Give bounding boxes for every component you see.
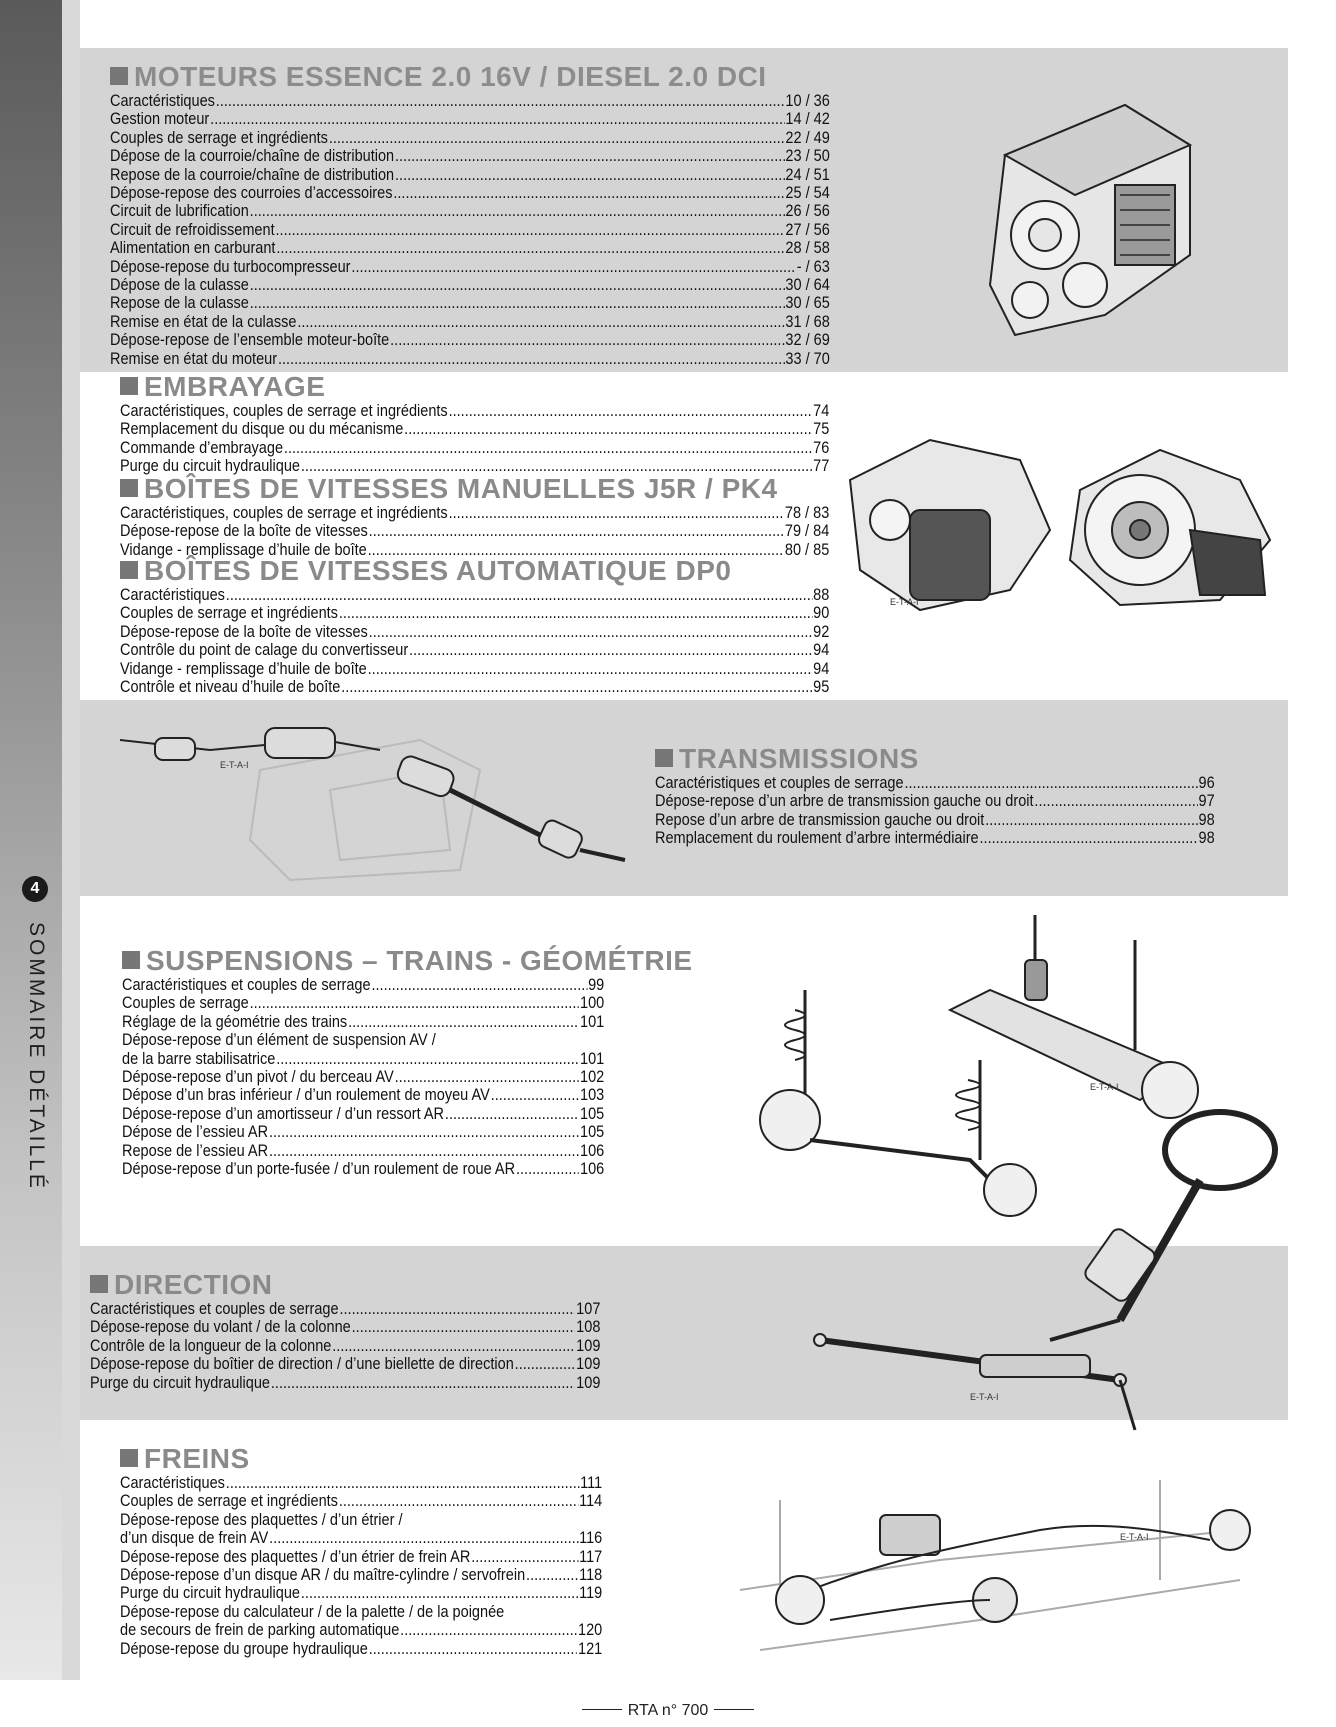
toc-entry-page: 120: [578, 1621, 603, 1640]
toc-entry-page: 99: [588, 976, 605, 994]
toc-entry-label: Caractéristiques: [120, 1474, 225, 1492]
toc-entry: [122, 1068, 604, 1086]
toc-leader-dots: [297, 313, 784, 331]
toc-entry-label: Dépose-repose de l’ensemble moteur-boîte: [110, 331, 390, 350]
bullet-square-icon: [110, 67, 128, 85]
toc-leader-dots: [226, 586, 812, 604]
toc-entry-label: Dépose-repose d’un amortisseur / d’un ressort AR: [122, 1104, 445, 1123]
toc-entry: [110, 92, 830, 110]
toc-entry: [120, 1548, 602, 1566]
toc-entry-label: de secours de frein de parking automatique: [120, 1621, 400, 1640]
toc-entry-page: 105: [580, 1104, 605, 1123]
steering-illustration: [800, 1100, 1280, 1480]
bullet-square-icon: [120, 561, 138, 579]
toc-leader-dots: [400, 1621, 577, 1639]
toc-entry: [120, 678, 829, 696]
toc-entry: [90, 1300, 600, 1318]
toc-leader-dots: [332, 1337, 575, 1355]
toc-entry: [120, 660, 829, 678]
section-title: BOÎTES DE VITESSES AUTOMATIQUE DP0: [120, 556, 830, 586]
toc-entry: [122, 1123, 604, 1141]
toc-entry: [122, 1050, 604, 1068]
toc-entry: [120, 1621, 602, 1639]
toc-list-direction: [90, 1300, 670, 1392]
toc-leader-dots: [395, 147, 785, 165]
toc-entry-label: Remplacement du disque ou du mécanisme: [120, 420, 404, 439]
toc-entry: [120, 1603, 602, 1621]
toc-leader-dots: [210, 110, 784, 128]
section-title: FREINS: [120, 1444, 700, 1474]
etai-mark-driveshaft: E-T-A-I: [220, 760, 249, 770]
toc-leader-dots: [449, 504, 784, 522]
toc-entry-page: 108: [576, 1318, 601, 1337]
toc-entry-label: Repose de la culasse: [110, 294, 249, 313]
toc-entry-label: Dépose-repose d’un disque AR / du maître-cylindre / servofrein: [120, 1566, 526, 1585]
toc-leader-dots: [250, 294, 785, 312]
toc-entry-page: 28 / 58: [785, 239, 830, 258]
toc-entry-page: 10 / 36: [785, 92, 830, 110]
toc-list-moteurs: [110, 92, 928, 368]
toc-leader-dots: [250, 994, 580, 1012]
toc-entry: [110, 184, 830, 202]
footer: [0, 1702, 1336, 1720]
toc-entry-label: Repose de la courroie/chaîne de distribution: [110, 165, 395, 184]
toc-entry-page: 80 / 85: [784, 540, 830, 559]
toc-entry-label: Dépose de la courroie/chaîne de distribution: [110, 147, 395, 166]
toc-entry-label: Dépose-repose du calculateur / de la palette / de la poignée: [120, 1602, 505, 1621]
toc-list-bv-manuelles: [120, 504, 926, 559]
toc-entry: [110, 166, 830, 184]
toc-entry-page: 78 / 83: [784, 504, 830, 522]
toc-entry-page: 75: [813, 420, 830, 439]
toc-entry-page: 77: [813, 457, 830, 476]
driveshaft-illustration: [120, 710, 640, 890]
toc-entry: [122, 1142, 604, 1160]
toc-leader-dots: [471, 1548, 578, 1566]
toc-entry-page: 30 / 65: [785, 294, 830, 313]
toc-entry: [120, 1566, 602, 1584]
toc-leader-dots: [1034, 792, 1197, 810]
toc-entry: [655, 829, 1215, 847]
section-title: TRANSMISSIONS: [655, 744, 1215, 774]
toc-entry-label: Dépose-repose d’un porte-fusée / d’un roulement de roue AR: [122, 1160, 516, 1179]
toc-entry-page: 96: [1198, 774, 1215, 792]
toc-entry: [90, 1374, 600, 1392]
toc-entry-label: Couples de serrage et ingrédients: [110, 128, 328, 147]
section-freins: [120, 1444, 700, 1658]
toc-entry-label: Caractéristiques: [120, 586, 225, 604]
toc-entry-label: Caractéristiques: [110, 92, 215, 110]
toc-leader-dots: [226, 1474, 579, 1492]
toc-entry-page: 106: [580, 1141, 605, 1160]
toc-leader-dots: [269, 1123, 579, 1141]
toc-entry-label: Repose d’un arbre de transmission gauche ou droit: [655, 810, 985, 829]
toc-entry-label: Dépose de la culasse: [110, 276, 249, 295]
toc-entry-label: Purge du circuit hydraulique: [120, 1584, 301, 1603]
sidebar-gradient: [0, 0, 62, 1680]
toc-leader-dots: [393, 184, 784, 202]
toc-leader-dots: [368, 660, 813, 678]
toc-entry: [110, 129, 830, 147]
toc-entry: [120, 1529, 602, 1547]
footer-rule-left: [582, 1709, 622, 1710]
toc-leader-dots: [301, 1584, 578, 1602]
section-title: EMBRAYAGE: [120, 372, 830, 402]
toc-entry: [120, 420, 829, 438]
toc-leader-dots: [352, 1318, 576, 1336]
toc-entry: [655, 811, 1215, 829]
toc-leader-dots: [271, 1374, 575, 1392]
toc-leader-dots: [284, 439, 812, 457]
toc-list-transmissions: [655, 774, 1291, 848]
section-embrayage: [120, 372, 830, 476]
toc-entry-page: 107: [576, 1300, 601, 1318]
toc-entry-page: - / 63: [796, 257, 830, 276]
toc-leader-dots: [369, 1640, 577, 1658]
toc-entry-label: Contrôle et niveau d’huile de boîte: [120, 678, 341, 697]
engine-illustration: [975, 85, 1215, 365]
toc-entry: [110, 202, 830, 220]
toc-entry-page: 30 / 64: [785, 276, 830, 295]
toc-leader-dots: [276, 221, 785, 239]
bullet-square-icon: [120, 377, 138, 395]
toc-entry: [120, 522, 829, 540]
section-title: DIRECTION: [90, 1270, 710, 1300]
toc-entry-page: 31 / 68: [785, 312, 830, 331]
toc-entry-label: Dépose d’un bras inférieur / d’un roulement de moyeu AV: [122, 1086, 490, 1105]
toc-entry-label: Circuit de lubrification: [110, 202, 249, 221]
toc-leader-dots: [980, 829, 1198, 847]
toc-leader-dots: [369, 522, 784, 540]
toc-entry: [120, 1640, 602, 1658]
toc-entry-label: Dépose-repose de la boîte de vitesses: [120, 622, 368, 641]
toc-entry-label: d’un disque de frein AV: [120, 1529, 269, 1548]
footer-text: RTA n° 700: [627, 1702, 709, 1719]
toc-leader-dots: [216, 92, 785, 110]
toc-entry-label: Vidange - remplissage d’huile de boîte: [120, 659, 367, 678]
brakes-illustration: [740, 1470, 1260, 1670]
footer-rule-right: [714, 1709, 754, 1710]
toc-entry-label: Contrôle de la longueur de la colonne: [90, 1336, 332, 1355]
toc-entry-page: 102: [580, 1068, 605, 1087]
toc-entry: [120, 439, 829, 457]
toc-entry-page: 22 / 49: [785, 128, 830, 147]
section-bv-manuelles: [120, 474, 830, 559]
toc-entry-page: 74: [813, 402, 830, 420]
toc-leader-dots: [339, 1300, 575, 1318]
toc-entry: [122, 1086, 604, 1104]
toc-entry-page: 92: [813, 622, 830, 641]
toc-entry-page: 109: [576, 1373, 601, 1392]
toc-entry: [120, 504, 829, 522]
toc-entry-label: Purge du circuit hydraulique: [90, 1373, 271, 1392]
toc-entry-label: Vidange - remplissage d’huile de boîte: [120, 540, 367, 559]
toc-leader-dots: [276, 239, 784, 257]
toc-entry-label: Dépose-repose du volant / de la colonne: [90, 1318, 351, 1337]
toc-leader-dots: [526, 1566, 578, 1584]
bullet-square-icon: [120, 1449, 138, 1467]
toc-entry-label: Commande d’embrayage: [120, 438, 284, 457]
toc-entry: [120, 586, 829, 604]
toc-entry: [110, 239, 830, 257]
toc-leader-dots: [278, 350, 785, 368]
toc-entry-label: Couples de serrage et ingrédients: [120, 1492, 338, 1511]
etai-mark-suspension: E-T-A-I: [1090, 1082, 1119, 1092]
toc-entry: [122, 1031, 604, 1049]
toc-leader-dots: [269, 1529, 578, 1547]
toc-entry-label: Remise en état du moteur: [110, 349, 278, 368]
toc-entry-label: Contrôle du point de calage du convertisseur: [120, 641, 409, 660]
toc-leader-dots: [339, 1492, 578, 1510]
toc-leader-dots: [348, 1013, 579, 1031]
sidebar-strip: [62, 0, 80, 1680]
toc-leader-dots: [250, 202, 785, 220]
toc-entry-label: Dépose-repose d’un pivot / du berceau AV: [122, 1068, 394, 1087]
toc-entry: [120, 1584, 602, 1602]
toc-entry: [120, 402, 829, 420]
toc-entry-label: Dépose-repose d’un arbre de transmission gauche ou droit: [655, 792, 1034, 811]
toc-entry-page: 116: [579, 1529, 603, 1548]
toc-leader-dots: [329, 129, 785, 147]
toc-entry-label: Dépose-repose des courroies d’accessoires: [110, 184, 393, 203]
toc-entry-label: Dépose-repose des plaquettes / d’un étrier /: [120, 1510, 403, 1529]
toc-entry: [120, 641, 829, 659]
toc-entry-label: Repose de l’essieu AR: [122, 1141, 269, 1160]
section-moteurs: [110, 62, 830, 368]
toc-entry-page: 94: [813, 659, 830, 678]
toc-entry-page: 100: [580, 994, 605, 1013]
toc-entry-label: Dépose de l’essieu AR: [122, 1123, 269, 1142]
toc-entry: [110, 276, 830, 294]
toc-entry: [110, 350, 830, 368]
toc-entry: [110, 147, 830, 165]
toc-entry: [90, 1318, 600, 1336]
toc-entry-label: Remise en état de la culasse: [110, 312, 297, 331]
toc-entry-page: 90: [813, 604, 830, 623]
toc-entry-page: 101: [580, 1012, 605, 1031]
toc-entry-page: 101: [580, 1049, 605, 1068]
toc-entry-label: Réglage de la géométrie des trains: [122, 1012, 348, 1031]
toc-entry-page: 105: [580, 1123, 605, 1142]
etai-mark-gearbox: E-T-A-I: [890, 597, 919, 607]
toc-entry-page: 109: [576, 1336, 601, 1355]
toc-entry: [110, 294, 830, 312]
toc-entry-label: Dépose-repose des plaquettes / d’un étrier de frein AR: [120, 1547, 471, 1566]
toc-entry-page: 103: [580, 1086, 605, 1105]
toc-entry-page: 24 / 51: [785, 165, 830, 184]
toc-leader-dots: [445, 1105, 579, 1123]
toc-entry-page: 79 / 84: [784, 522, 830, 541]
toc-entry: [110, 331, 830, 349]
toc-entry-page: 76: [813, 438, 830, 457]
toc-entry: [122, 1160, 604, 1178]
etai-mark-steering: E-T-A-I: [970, 1392, 999, 1402]
toc-entry-page: 33 / 70: [785, 349, 830, 368]
toc-leader-dots: [250, 276, 785, 294]
toc-entry: [120, 1474, 602, 1492]
toc-entry: [110, 110, 830, 128]
toc-entry: [120, 623, 829, 641]
section-bv-auto: [120, 556, 830, 696]
toc-leader-dots: [390, 331, 784, 349]
toc-entry: [120, 1492, 602, 1510]
toc-entry: [122, 1105, 604, 1123]
bullet-square-icon: [122, 951, 140, 969]
toc-leader-dots: [269, 1142, 579, 1160]
toc-leader-dots: [339, 604, 812, 622]
toc-entry-page: 98: [1198, 829, 1215, 848]
etai-mark-brakes: E-T-A-I: [1120, 1532, 1149, 1542]
toc-entry: [122, 976, 604, 994]
toc-leader-dots: [516, 1160, 579, 1178]
toc-entry: [655, 774, 1215, 792]
toc-entry-page: 25 / 54: [785, 184, 830, 203]
toc-entry-page: 117: [579, 1547, 603, 1566]
toc-entry-label: Remplacement du roulement d’arbre intermédiaire: [655, 829, 979, 848]
toc-entry-label: Gestion moteur: [110, 110, 210, 129]
toc-entry: [110, 313, 830, 331]
bullet-square-icon: [120, 479, 138, 497]
section-transmissions: [655, 744, 1215, 848]
toc-leader-dots: [404, 420, 812, 438]
toc-entry: [90, 1355, 600, 1373]
toc-entry-label: Circuit de refroidissement: [110, 220, 275, 239]
toc-leader-dots: [985, 811, 1197, 829]
toc-entry: [110, 258, 830, 276]
toc-entry: [90, 1337, 600, 1355]
toc-entry-label: Couples de serrage et ingrédients: [120, 604, 338, 623]
toc-entry-page: 32 / 69: [785, 331, 830, 350]
section-title: SUSPENSIONS – TRAINS - GÉOMÉTRIE: [122, 946, 822, 976]
toc-entry-page: 114: [579, 1492, 603, 1511]
toc-leader-dots: [371, 976, 587, 994]
toc-entry-label: Caractéristiques et couples de serrage: [90, 1300, 339, 1318]
toc-entry-label: Dépose-repose de la boîte de vitesses: [120, 522, 368, 541]
section-suspensions: [122, 946, 822, 1178]
toc-entry-label: Caractéristiques et couples de serrage: [122, 976, 371, 994]
toc-entry-label: Dépose-repose du turbocompresseur: [110, 257, 351, 276]
toc-entry-page: 23 / 50: [785, 147, 830, 166]
toc-entry-page: 106: [580, 1160, 605, 1179]
toc-entry-page: 26 / 56: [785, 202, 830, 221]
toc-leader-dots: [904, 774, 1197, 792]
toc-leader-dots: [341, 678, 812, 696]
toc-leader-dots: [395, 1068, 579, 1086]
toc-entry-page: 109: [576, 1355, 601, 1374]
toc-entry-page: 121: [578, 1639, 603, 1658]
toc-entry-label: Alimentation en carburant: [110, 239, 276, 258]
toc-entry-page: 27 / 56: [785, 220, 830, 239]
toc-entry-label: Caractéristiques, couples de serrage et ingrédients: [120, 402, 448, 420]
toc-leader-dots: [369, 623, 813, 641]
gearbox-illustration: [840, 420, 1280, 620]
section-title: MOTEURS ESSENCE 2.0 16V / DIESEL 2.0 DCI: [110, 62, 830, 92]
toc-leader-dots: [403, 1511, 601, 1529]
section-title: BOÎTES DE VITESSES MANUELLES J5R / PK4: [120, 474, 830, 504]
page-number-badge: 4: [22, 876, 48, 902]
toc-entry-label: Purge du circuit hydraulique: [120, 457, 301, 476]
toc-list-embrayage: [120, 402, 926, 476]
toc-entry-page: 119: [579, 1584, 603, 1603]
toc-entry-page: 95: [813, 678, 830, 697]
toc-entry-label: Couples de serrage: [122, 994, 249, 1013]
toc-leader-dots: [276, 1050, 579, 1068]
bullet-square-icon: [90, 1275, 108, 1293]
toc-entry-page: 88: [813, 586, 830, 604]
toc-entry-page: 111: [580, 1474, 603, 1492]
toc-leader-dots: [505, 1603, 601, 1621]
toc-entry-page: 118: [579, 1566, 603, 1585]
toc-leader-dots: [449, 402, 813, 420]
sidebar-title: SOMMAIRE DÉTAILLÉ: [25, 922, 48, 1191]
toc-leader-dots: [515, 1355, 576, 1373]
toc-entry: [120, 1511, 602, 1529]
toc-leader-dots: [395, 166, 785, 184]
toc-entry-page: 98: [1198, 810, 1215, 829]
section-direction: [90, 1270, 710, 1392]
toc-entry-page: 94: [813, 641, 830, 660]
toc-leader-dots: [437, 1031, 604, 1049]
toc-entry-label: Caractéristiques et couples de serrage: [655, 774, 904, 792]
toc-entry-label: Dépose-repose du boîtier de direction / d’une biellette de direction: [90, 1355, 514, 1374]
toc-entry-page: 14 / 42: [785, 110, 830, 129]
toc-entry-label: de la barre stabilisatrice: [122, 1049, 276, 1068]
toc-leader-dots: [491, 1086, 579, 1104]
toc-entry: [655, 792, 1215, 810]
toc-list-bv-auto: [120, 586, 926, 696]
toc-entry: [120, 604, 829, 622]
toc-entry-label: Dépose-repose du groupe hydraulique: [120, 1639, 368, 1658]
toc-entry-label: Dépose-repose d’un élément de suspension AV /: [122, 1031, 436, 1050]
bullet-square-icon: [655, 749, 673, 767]
toc-entry: [110, 221, 830, 239]
toc-entry: [122, 994, 604, 1012]
toc-leader-dots: [351, 258, 795, 276]
toc-list-freins: [120, 1474, 668, 1658]
toc-entry-label: Caractéristiques, couples de serrage et ingrédients: [120, 504, 448, 522]
toc-leader-dots: [409, 641, 812, 659]
toc-entry-page: 97: [1198, 792, 1215, 811]
toc-list-suspensions: [122, 976, 670, 1178]
toc-entry: [122, 1013, 604, 1031]
